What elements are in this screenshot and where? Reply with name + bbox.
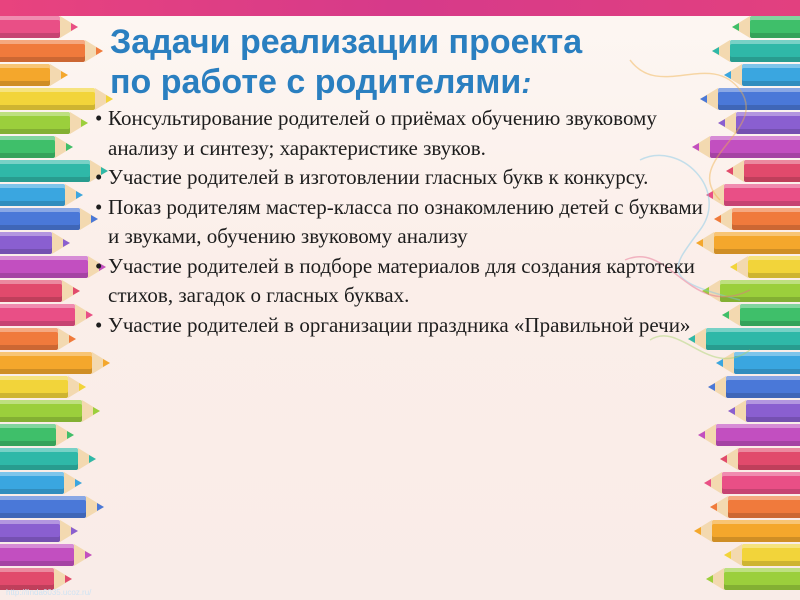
pencil-icon [0, 136, 73, 158]
task-item [92, 163, 712, 193]
pencil-icon [0, 208, 98, 230]
pencil-icon [694, 520, 800, 542]
bullet-icon: • [95, 253, 103, 278]
pencil-icon [0, 40, 103, 62]
title-colon: : [521, 67, 532, 100]
slide-content [92, 22, 712, 340]
pencil-icon [0, 376, 86, 398]
pencil-icon [0, 256, 106, 278]
pencil-icon [0, 424, 74, 446]
title-line-2: по работе с родителями [110, 63, 522, 101]
pencil-icon [698, 424, 800, 446]
pencil-icon [0, 184, 83, 206]
pencil-icon [0, 472, 82, 494]
pencil-icon [0, 448, 96, 470]
task-text: Участие родителей в подборе материалов для создания картотеки стихов, загадок о гласных буквах. [108, 253, 695, 307]
pencil-icon [720, 448, 800, 470]
watermark: http://linda6035.ucoz.ru/ [6, 588, 92, 597]
pencil-icon [724, 544, 800, 566]
pencil-icon [0, 328, 76, 350]
bullet-icon: • [95, 106, 103, 130]
pencil-icon [0, 496, 104, 518]
pencil-icon [0, 16, 78, 38]
bullet-icon: • [95, 194, 103, 219]
pencil-icon [728, 400, 800, 422]
top-color-band [0, 0, 800, 16]
pencil-icon [704, 472, 800, 494]
task-item [92, 193, 712, 252]
pencil-icon [706, 568, 800, 590]
task-text: Участие родителей в изготовлении гласных букв к конкурсу. [108, 165, 649, 189]
pencil-icon [732, 16, 800, 38]
pencil-icon [0, 520, 78, 542]
pencil-icon [0, 400, 100, 422]
tasks-list [92, 104, 712, 340]
task-item [92, 311, 712, 341]
pencil-icon [710, 496, 800, 518]
pencil-icon [0, 64, 68, 86]
bullet-icon: • [95, 312, 103, 337]
title-line-1: Задачи реализации проекта [110, 23, 583, 61]
slide-title [110, 22, 712, 104]
task-item [92, 252, 712, 311]
bullet-icon: • [95, 165, 103, 189]
pencil-icon [0, 304, 93, 326]
task-item [92, 104, 712, 163]
task-text: Участие родителей в организации праздника «Правильной речи» [108, 312, 691, 337]
pencil-icon [0, 112, 88, 134]
task-text: Консультирование родителей о приёмах обучению звуковому анализу и синтезу; характеристике звуков. [108, 106, 657, 160]
task-text: Показ родителям мастер-класса по ознакомлению детей с буквами и звуками, обучению звуковому анализу [108, 194, 703, 248]
pencil-icon [0, 232, 70, 254]
pencil-icon [0, 280, 80, 302]
pencil-icon [0, 568, 72, 590]
pencil-icon [0, 544, 92, 566]
pencil-icon [0, 352, 110, 374]
